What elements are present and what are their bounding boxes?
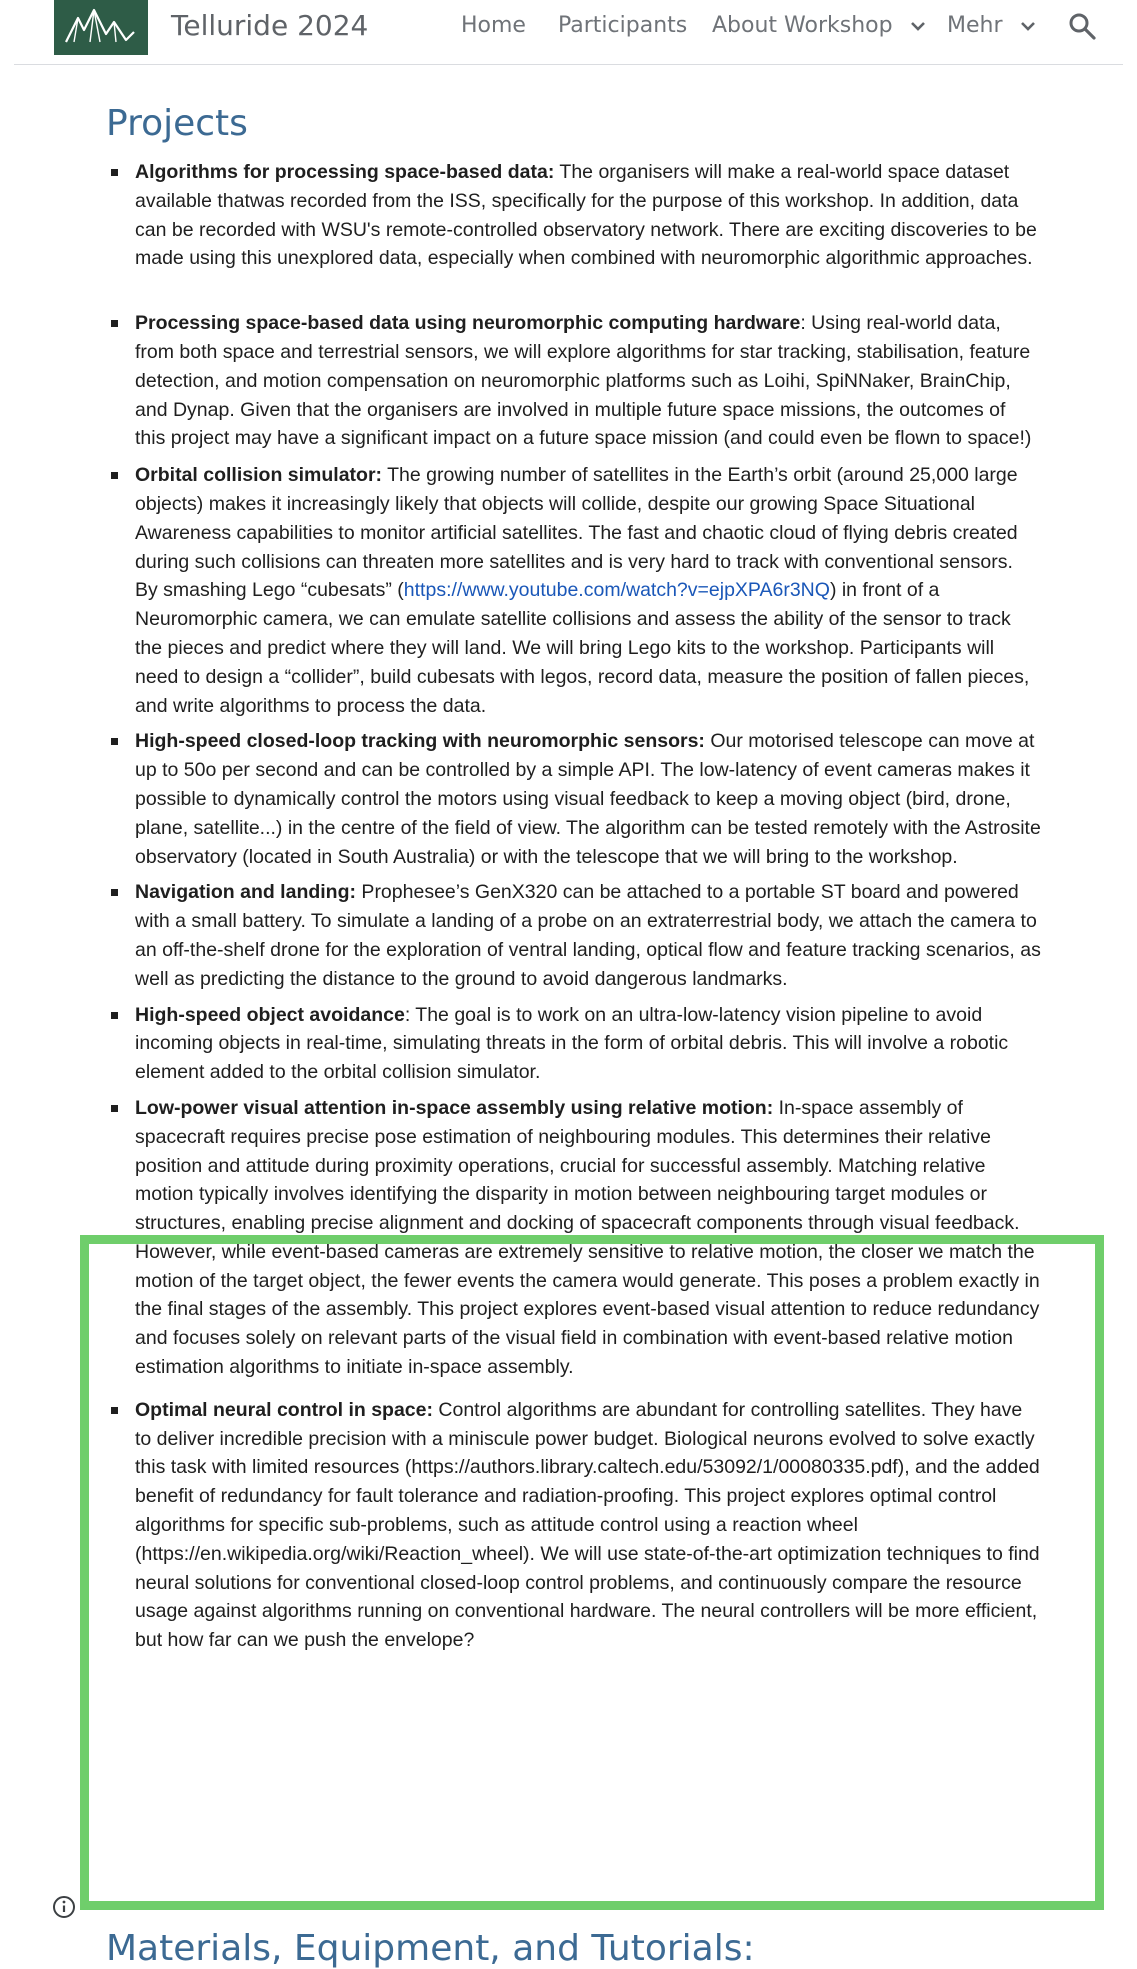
project-description: : Using real-world data, from both space and terrestrial sensors, we will explore algorithms for star tracking, stabilisation, feature detection, and motion compensation on neuromorphic platforms such as Loihi, SpiNNaker, BrainChip, and Dynap. Given that the organisers are involved in multiple future space missions, the outcomes of this project may have a significant impact on a future space mission (and could even be flown to space!) — [135, 312, 1032, 450]
section-heading-materials: Materials, Equipment, and Tutorials: — [106, 1928, 755, 1969]
project-title: High-speed object avoidance — [135, 1003, 405, 1026]
top-bar — [0, 0, 1137, 64]
nav-participants[interactable]: Participants — [558, 13, 688, 38]
project-title: High-speed closed-loop tracking with neuromorphic sensors: — [135, 730, 705, 753]
project-description-cont: ) in front of a Neuromorphic camera, we can emulate satellite collisions and assess the ability of the sensor to track the pieces and predict where they will land. We will bring Lego kits to the workshop. Participants will need to design a “collider”, build cubesats with legos, record data, measure the position of fallen pieces, and write algorithms to process the data. — [135, 579, 1030, 717]
nav-about-workshop[interactable] — [712, 13, 926, 38]
info-button[interactable] — [52, 1895, 76, 1919]
chevron-down-icon — [1020, 21, 1036, 31]
header-divider — [14, 64, 1123, 65]
project-description: In-space assembly of spacecraft requires precise pose estimation of neighbouring modules. This determines their relative position and attitude during proximity operations, crucial for successful assembly. Matching relative motion typically involves identifying the disparity in motion between neighbouring target modules or structures, enabling precise alignment and docking of spacecraft components through visual feedback. However, while event-based cameras are extremely sensitive to relative motion, the closer we match the motion of the target object, the fewer events the camera would generate. This poses a problem exactly in the final stages of the assembly. This project explores event-based visual attention to reduce redundancy and focuses solely on relevant parts of the visual field in combination with event-based relative motion estimation algorithms to initiate in-space assembly. — [135, 1096, 1040, 1379]
search-icon — [1067, 11, 1097, 41]
project-title: Orbital collision simulator: — [135, 464, 383, 487]
list-item — [106, 309, 1041, 453]
page-heading: Projects — [106, 103, 248, 144]
project-title: Optimal neural control in space: — [135, 1398, 433, 1421]
projects-list — [106, 158, 1041, 1655]
list-item — [106, 1094, 1041, 1382]
chevron-down-icon — [910, 21, 926, 31]
project-description: Control algorithms are abundant for controlling satellites. They have to deliver incredible precision with a miniscule power budget. Biological neurons evolved to solve exactly this task with limited resources (https://authors.library.caltech.edu/53092/1/00080335.pdf), and the added benefit of redundancy for fault tolerance and radiation-proofing. This project explores optimal control algorithms for specific sub-problems, such as attitude control using a reaction wheel (https://en.wikipedia.org/wiki/Reaction_wheel). We will use state-of-the-art optimization techniques to find neural solutions for conventional closed-loop control problems, and continuously compare the resource usage against algorithms running on conventional hardware. The neural controllers will be more efficient, but how far can we push the envelope? — [135, 1398, 1040, 1652]
mountain-logo-icon — [54, 0, 148, 55]
project-description: The organisers will make a real-world space dataset available thatwas recorded from the ISS, specifically for the purpose of this workshop. In addition, data can be recorded with WSU's remote-controlled observatory network. There are exciting discoveries to be made using this unexplored data, especially when combined with neuromorphic algorithmic approaches. — [135, 161, 1037, 270]
search-button[interactable] — [1067, 11, 1097, 41]
project-title: Low-power visual attention in-space assembly using relative motion: — [135, 1096, 774, 1119]
nav-home[interactable]: Home — [461, 13, 526, 38]
project-description: Our motorised telescope can move at up to 50o per second and can be controlled by a simple API. The low-latency of event cameras makes it possible to dynamically control the motors using visual feedback to keep a moving object (bird, drone, plane, satellite...) in the centre of the field of view. The algorithm can be tested remotely with the Astrosite observatory (located in South Australia) or with the telescope that we will bring to the workshop. — [135, 730, 1041, 868]
nav-about-workshop-label: About Workshop — [712, 13, 893, 38]
list-item — [106, 1396, 1041, 1655]
project-title: Algorithms for processing space-based data: — [135, 161, 555, 183]
list-item — [106, 158, 1041, 273]
site-title[interactable]: Telluride 2024 — [171, 9, 369, 42]
list-item — [106, 1001, 1041, 1087]
project-description: The growing number of satellites in the Earth’s orbit (around 25,000 large objects) makes it increasingly likely that objects will collide, despite our growing Space Situational Awareness capabilities to monitor artificial satellites. The fast and chaotic cloud of flying debris created during such collisions can threaten more satellites and is very hard to track with conventional sensors. By smashing Lego “cubesats” ( — [135, 464, 1018, 602]
project-title: Navigation and landing: — [135, 881, 357, 904]
project-description: Prophesee’s GenX320 can be attached to a portable ST board and powered with a small battery. To simulate a landing of a probe on an extraterrestrial body, we attach the camera to an off-the-shelf drone for the exploration of ventral landing, optical flow and feature tracking scenarios, as well as predicting the distance to the ground to avoid dangerous landmarks. — [135, 881, 1041, 990]
project-title: Processing space-based data using neuromorphic computing hardware — [135, 312, 801, 335]
nav-more[interactable] — [947, 13, 1036, 38]
site-logo[interactable] — [54, 0, 148, 55]
youtube-link[interactable]: https://www.youtube.com/watch?v=ejpXPA6r3NQ — [403, 579, 830, 602]
project-description: : The goal is to work on an ultra-low-latency vision pipeline to avoid incoming objects in real-time, simulating threats in the form of orbital debris. This will involve a robotic element added to the orbital collision simulator. — [135, 1003, 1009, 1084]
list-item — [106, 878, 1041, 993]
list-item — [106, 461, 1041, 720]
info-icon — [52, 1895, 76, 1919]
list-item — [106, 727, 1041, 871]
nav-more-label: Mehr — [947, 13, 1003, 38]
